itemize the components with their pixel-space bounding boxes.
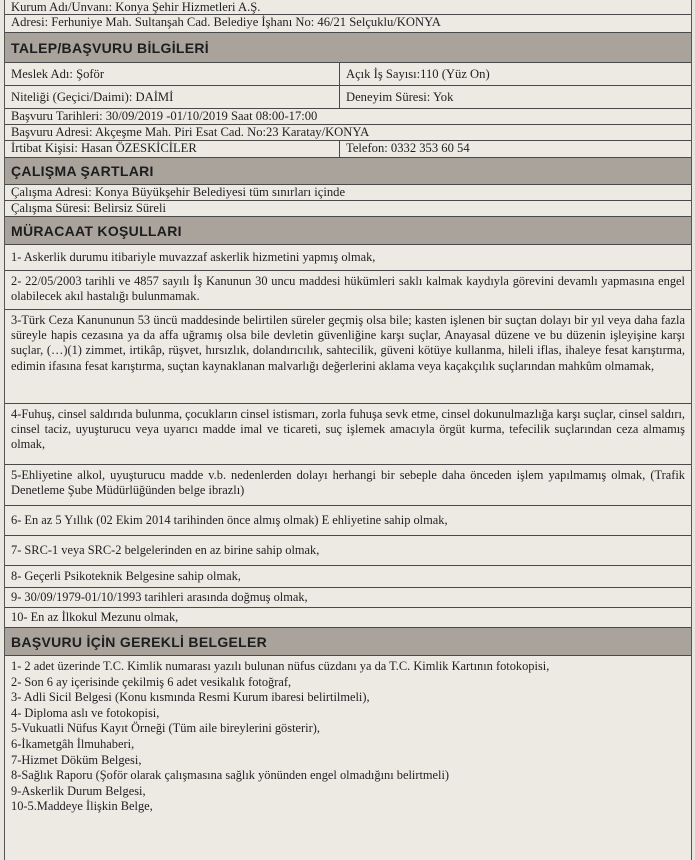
condition-item: 3-Türk Ceza Kanununun 53 üncü maddesinde belirtilen süreler geçmiş olsa bile; kasten işlenen bir suçtan dolayı bir yıl veya daha fazla süreyle hapis cezasına ya da affa uğramış olsa bile devletin güvenliğine karşı suçlar, Anayasal düzene ve bu düzenin işleyişine karşı suçlar, (…)(1) zimmet, irtikâp, rüşvet, hırsızlık, dolandırıcılık, sahtecilik, güveni kötüye kullanma, hileli iflas, ihaleye fesat karıştırma, edimin ifasına fesat karıştırma, suçtan kaynaklanan malvarlığı değerlerini aklama veya kaçakçılık suçlarından mahkûm olmamak,	[5, 310, 691, 404]
talep-row-1	[5, 63, 691, 86]
section-calisma-title: ÇALIŞMA ŞARTLARI	[5, 158, 691, 185]
document-item: 6-İkametgâh İlmuhaberi,	[11, 736, 135, 751]
document-item: 10-5.Maddeye İlişkin Belge,	[11, 799, 153, 814]
required-documents-list	[5, 656, 691, 818]
basvuru-adresi: Başvuru Adresi: Akçeşme Mah. Piri Esat Cad. No:23 Karatay/KONYA	[5, 125, 691, 141]
document-item: 2- Son 6 ay içerisinde çekilmiş 6 adet vesikalık fotoğraf,	[11, 674, 292, 689]
condition-item: 6- En az 5 Yıllık (02 Ekim 2014 tarihinden önce almış olmak) E ehliyetine sahip olmak,	[5, 506, 691, 536]
irtibat-kisisi: İrtibat Kişisi: Hasan ÖZESKİCİLER	[5, 141, 340, 157]
condition-item: 7- SRC-1 veya SRC-2 belgelerinden en az birine sahip olmak,	[5, 536, 691, 566]
section-belgeler-title: BAŞVURU İÇİN GEREKLİ BELGELER	[5, 628, 691, 656]
document-item: 8-Sağlık Raporu (Şoför olarak çalışmasına sağlık yönünden engel olmadığını belirtmeli)	[11, 768, 450, 783]
calisma-adresi: Çalışma Adresi: Konya Büyükşehir Belediyesi tüm sınırları içinde	[5, 185, 691, 201]
condition-item: 5-Ehliyetine alkol, uyuşturucu madde v.b. nedenlerden dolayı herhangi bir sebeple daha önceden işlem yapılmamış olmak, (Trafik Denetleme Şube Müdürlüğünden belge ibrazlı)	[5, 465, 691, 506]
basvuru-tarihleri: Başvuru Tarihleri: 30/09/2019 -01/10/2019 Saat 08:00-17:00	[5, 109, 691, 125]
document-item: 7-Hizmet Döküm Belgesi,	[11, 752, 142, 767]
condition-item: 9- 30/09/1979-01/10/1993 tarihleri arasında doğmuş olmak,	[5, 588, 691, 608]
section-muracaat-title: MÜRACAAT KOŞULLARI	[5, 217, 691, 245]
condition-item: 8- Geçerli Psikoteknik Belgesine sahip olmak,	[5, 566, 691, 588]
announcement-document	[4, 0, 692, 860]
condition-item: 1- Askerlik durumu itibariyle muvazzaf askerlik hizmetini yapmış olmak,	[5, 245, 691, 271]
document-item: 3- Adli Sicil Belgesi (Konu kısmında Resmi Kurum ibaresi belirtilmeli),	[11, 690, 370, 705]
document-item: 5-Vukuatli Nüfus Kayıt Örneği (Tüm aile bireylerini gösterir),	[11, 721, 320, 736]
section-talep-title: TALEP/BAŞVURU BİLGİLERİ	[5, 33, 691, 63]
institution-name: Kurum Adı/Unvanı: Konya Şehir Hizmetleri A.Ş.	[5, 0, 691, 15]
deneyim-suresi: Deneyim Süresi: Yok	[346, 90, 454, 104]
meslek-adi: Meslek Adı: Şoför	[5, 63, 340, 85]
niteligi: Niteliği (Geçici/Daimi): DAİMİ	[5, 86, 340, 108]
condition-item: 10- En az İlkokul Mezunu olmak,	[5, 608, 691, 628]
talep-row-contact	[5, 141, 691, 158]
condition-item: 2- 22/05/2003 tarihli ve 4857 sayılı İş Kanunun 30 uncu maddesi hükümleri saklı kalmak kaydıyla görevini devamlı yapmasına engel olabilecek akıl hastalığı bulunmamak.	[5, 271, 691, 310]
institution-address: Adresi: Ferhuniye Mah. Sultanşah Cad. Belediye İşhanı No: 46/21 Selçuklu/KONYA	[5, 15, 691, 33]
acik-is-sayisi: Açık İş Sayısı:110 (Yüz On)	[346, 67, 490, 81]
talep-row-2	[5, 86, 691, 109]
calisma-suresi: Çalışma Süresi: Belirsiz Süreli	[5, 201, 691, 217]
document-item: 1- 2 adet üzerinde T.C. Kimlik numarası yazılı bulunan nüfus cüzdanı ya da T.C. Kimlik Kartının fotokopisi,	[11, 659, 550, 673]
condition-item: 4-Fuhuş, cinsel saldırıda bulunma, çocukların cinsel istismarı, zorla fuhuşa sevk etme, cinsel dokunulmazlığa karşı suçlar, cinsel saldırı, cinsel taciz, uyuşturucu veya uyarıcı madde imal ve ticareti, suç işlemek amacıyla örgüt kurma, tefecilik suçlarından ceza almamış olmak,	[5, 404, 691, 465]
telefon: Telefon: 0332 353 60 54	[346, 141, 470, 155]
document-item: 9-Askerlik Durum Belgesi,	[11, 783, 146, 798]
document-item: 4- Diploma aslı ve fotokopisi,	[11, 705, 160, 720]
